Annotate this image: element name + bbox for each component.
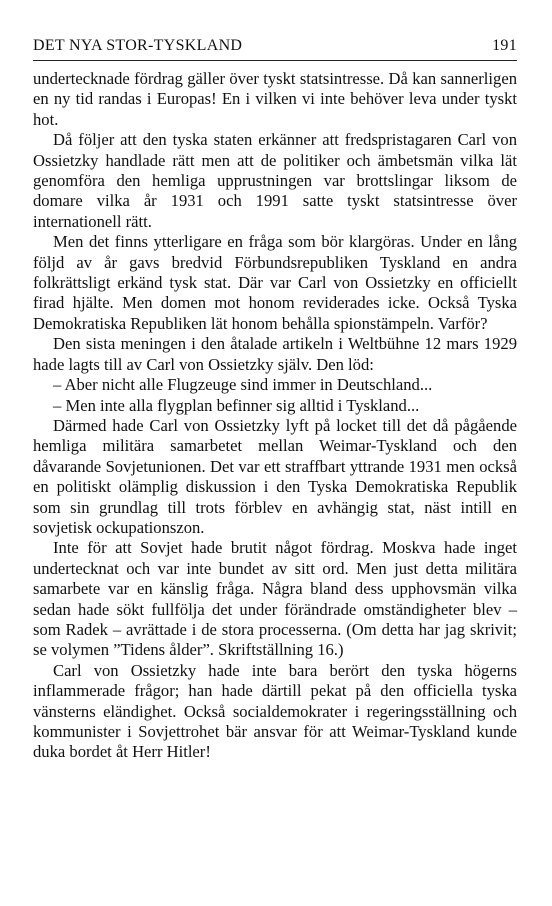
paragraph-continued: undertecknade fördrag gäller över tyskt statsintresse. Då kan sannerligen en ny tid randas i Europas! En i vilken vi inte behöver leva under tyskt hot. <box>33 69 517 129</box>
paragraph: Den sista meningen i den åtalade artikeln i Weltbühne 12 mars 1929 hade lagts till av Carl von Ossietzky själv. Den löd: <box>33 334 517 374</box>
page-number: 191 <box>492 37 517 54</box>
running-head <box>33 37 517 55</box>
paragraph: Men det finns ytterligare en fråga som bör klargöras. Under en lång följd av år gavs bredvid Förbundsrepubliken Tyskland en andra folkrättsligt erkänd tysk stat. Där var Carl von Ossietzky en officiellt firad hjälte. Men domen mot honom reviderades icke. Också Tyska Demokratiska Republiken lät honom behålla spionstämpeln. Varför? <box>33 232 517 333</box>
paragraph: Carl von Ossietzky hade inte bara berört den tyska högerns inflammerade frågor; han hade därtill pekat på den officiella tyska vänsterns eländighet. Också socialdemokrater i regeringsställning och kommunister i Sovjettrohet bär ansvar för att Weimar-Tyskland kunde duka bordet åt Herr Hitler! <box>33 660 517 762</box>
running-title: DET NYA STOR-TYSKLAND <box>33 37 243 54</box>
header-rule <box>33 60 517 61</box>
paragraph: Då följer att den tyska staten erkänner att fredspristagaren Carl von Ossietzky handlade rätt men att de politiker och ämbetsmän vilka lät genomföra den hemliga upprustningen var brottslingar liksom de domare vilka år 1931 och 1991 satte tyskt statsintresse över internationell rätt. <box>33 130 517 231</box>
quote-german: – Aber nicht alle Flugzeuge sind immer in Deutschland... <box>53 375 433 395</box>
paragraph: Inte för att Sovjet hade brutit något fördrag. Moskva hade inget undertecknat och var inte bundet av sitt ord. Men just detta militära samarbete var en känslig fråga. Några bland dess upphovsmän vilka sedan hade sökt fullfölja det under förändrade omständigheter blev – som Radek – avrättade i de stora processerna. (Om detta har jag skrivit; se volymen ”Tidens ålder”. Skriftställning 16.) <box>33 538 517 660</box>
paragraph: Därmed hade Carl von Ossietzky lyft på locket till det då pågående hemliga militära samarbetet mellan Weimar-Tyskland och den dåvarande Sovjetunionen. Det var ett straffbart yttrande 1931 men också en politiskt olämplig diskussion i den Tyska Demokratiska Republik som sin grundlag till trots förblev en avhängig stat, näst intill en sovjetisk ockupationszon. <box>33 415 517 537</box>
quote-swedish: – Men inte alla flygplan befinner sig alltid i Tyskland... <box>53 395 420 415</box>
body-text <box>33 69 517 763</box>
